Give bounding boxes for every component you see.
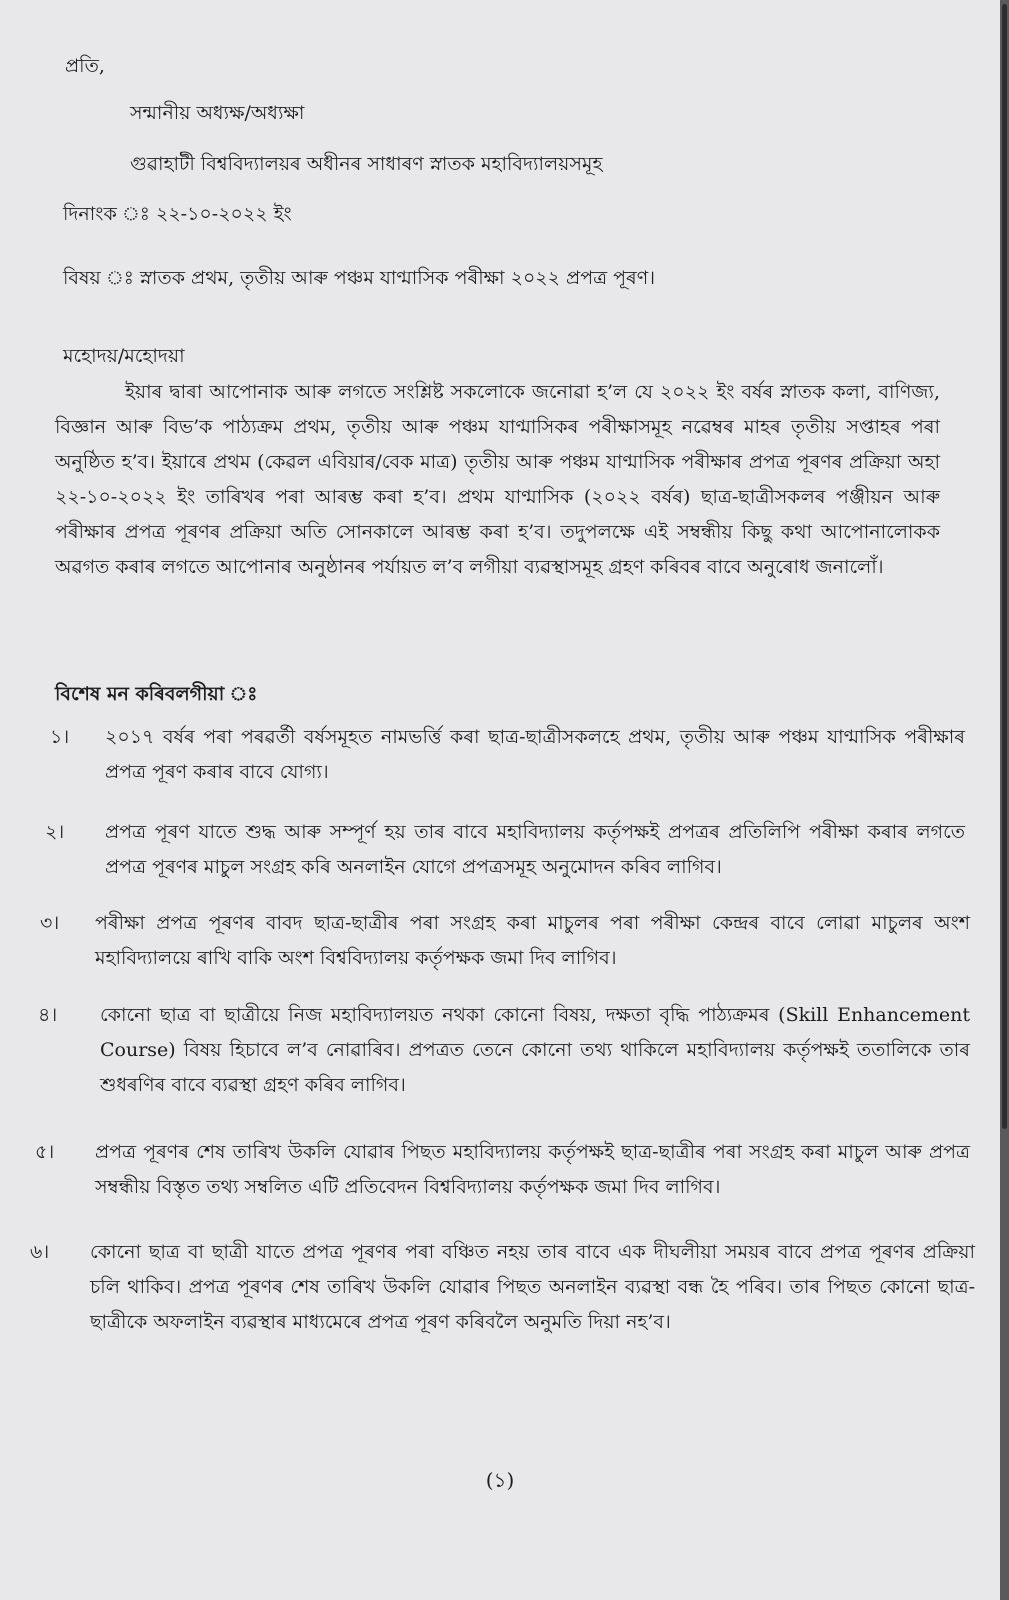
list-item xyxy=(30,906,985,981)
list-item-number: ২। xyxy=(45,821,65,843)
letter-body: ইয়াৰ দ্বাৰা আপোনাক আৰু লগতে সংশ্লিষ্ট সকলোকে জনোৱা হ’ল যে ২০২২ ইং বৰ্ষৰ স্নাতক কলা, বাণিজ্য, বিজ্ঞান আৰু বিভ’ক পাঠ্যক্ৰম প্ৰথম, তৃতীয় আৰু পঞ্চম যাণ্মাসিকৰ পৰীক্ষাসমূহ নৱেম্বৰ মাহৰ তৃতীয় সপ্তাহৰ পৰা অনুষ্ঠিত হ’ব। ইয়াৰে প্ৰথম (কেৱল এবিয়াৰ/বেক মাত্ৰ) তৃতীয় আৰু পঞ্চম যাণ্মাসিক পৰীক্ষাৰ প্ৰপত্ৰ পূৰণৰ প্ৰক্ৰিয়া অহা ২২-১০-২০২২ ইং তাৰিখৰ পৰা আৰম্ভ কৰা হ’ব। প্ৰথম যাণ্মাসিক (২০২২ বৰ্ষৰ) ছাত্ৰ-ছাত্ৰীসকলৰ পঞ্জীয়ন আৰু পৰীক্ষাৰ প্ৰপত্ৰ পূৰণৰ প্ৰক্ৰিয়া অতি সোনকালে আৰম্ভ কৰা হ’ব। তদুপলক্ষে এই সম্বন্ধীয় কিছু কথা আপোনালোকক অৱগত কৰাৰ লগতে আপোনাৰ অনুষ্ঠানৰ পৰ্যায়ত ল’ব লগীয়া ব্যৱস্থাসমূহ গ্ৰহণ কৰিবৰ বাবে অনুৰোধ জনালোঁ। xyxy=(55,381,940,578)
list-item-number: ১। xyxy=(50,726,70,748)
list-item xyxy=(30,998,985,1108)
recipient-organization: গুৱাহাটী বিশ্ববিদ্যালয়ৰ অধীনৰ সাধাৰণ স্নাতক মহাবিদ্যালয়সমূহ xyxy=(130,153,603,175)
page-number: (১) xyxy=(485,1468,515,1492)
list-item xyxy=(30,1135,985,1210)
list-item-text: কোনো ছাত্ৰ বা ছাত্ৰীয়ে নিজ মহাবিদ্যালয়ত নথকা কোনো বিষয়, দক্ষতা বৃদ্ধি পাঠ্যক্ৰমৰ (Skill Enhancement Course) বিষয় হিচাবে ল’ব নোৱাৰিব। প্ৰপত্ৰত তেনে কোনো তথ্য থাকিলে মহাবিদ্যালয় কৰ্তৃপক্ষই ততালিকে তাৰ শুধৰণিৰ বাবে ব্যৱস্থা গ্ৰহণ কৰিব লাগিব। xyxy=(100,1004,970,1096)
recipient-prefix: প্ৰতি, xyxy=(65,55,105,77)
letter-subject: বিষয় ঃ স্নাতক প্ৰথম, তৃতীয় আৰু পঞ্চম যাণ্মাসিক পৰীক্ষা ২০২২ প্ৰপত্ৰ পূৰণ। xyxy=(63,267,656,289)
list-item-text: প্ৰপত্ৰ পূৰণৰ শেষ তাৰিখ উকলি যোৱাৰ পিছত মহাবিদ্যালয় কৰ্তৃপক্ষই ছাত্ৰ-ছাত্ৰীৰ পৰা সংগ্ৰহ কৰা মাচুল আৰু প্ৰপত্ৰ সম্বন্ধীয় বিস্তৃত তথ্য সম্বলিত এটি প্ৰতিবেদন বিশ্ববিদ্যালয় কৰ্তৃপক্ষক জমা দিব লাগিব। xyxy=(95,1141,970,1198)
list-item-text: ২০১৭ বৰ্ষৰ পৰা পৰৱৰ্তী বৰ্ষসমূহত নামভৰ্ত্তি কৰা ছাত্ৰ-ছাত্ৰীসকলহে প্ৰথম, তৃতীয় আৰু পঞ্চম যাণ্মাসিক পৰীক্ষাৰ প্ৰপত্ৰ পূৰণ কৰাৰ বাবে যোগ্য। xyxy=(105,726,965,783)
list-item xyxy=(30,720,985,795)
list-item-number: ৫। xyxy=(35,1141,55,1163)
recipient-title: সন্মানীয় অধ্যক্ষ/অধ্যক্ষা xyxy=(130,102,305,124)
list-item-text: কোনো ছাত্ৰ বা ছাত্ৰী যাতে প্ৰপত্ৰ পূৰণৰ পৰা বঞ্চিত নহয় তাৰ বাবে এক দীঘলীয়া সময়ৰ বাবে প্ৰপত্ৰ পূৰণৰ প্ৰক্ৰিয়া চলি থাকিব। প্ৰপত্ৰ পূৰণৰ শেষ তাৰিখ উকলি যোৱাৰ পিছত অনলাইন ব্যৱস্থা বন্ধ হৈ পৰিব। তাৰ পিছত কোনো ছাত্ৰ-ছাত্ৰীকে অফলাইন ব্যৱস্থাৰ মাধ্যমেৰে প্ৰপত্ৰ পূৰণ কৰিবলৈ অনুমতি দিয়া নহ’ব। xyxy=(90,1241,975,1333)
list-item xyxy=(30,815,985,890)
list-item-text: পৰীক্ষা প্ৰপত্ৰ পূৰণৰ বাবদ ছাত্ৰ-ছাত্ৰীৰ পৰা সংগ্ৰহ কৰা মাচুলৰ পৰা পৰীক্ষা কেন্দ্ৰৰ বাবে লোৱা মাচুলৰ অংশ মহাবিদ্যালয়ে ৰাখি বাকি অংশ বিশ্ববিদ্যালয় কৰ্তৃপক্ষক জমা দিব লাগিব। xyxy=(95,912,970,969)
list-item-number: ৩। xyxy=(40,912,60,934)
list-item xyxy=(30,1235,985,1385)
notes-heading: বিশেষ মন কৰিবলগীয়া ঃ xyxy=(55,683,258,705)
vertical-scrollbar[interactable] xyxy=(1000,0,1009,1600)
letter-date: দিনাংক ঃ ২২-১০-২০২২ ইং xyxy=(63,203,292,225)
list-item-number: ৬। xyxy=(30,1241,50,1263)
salutation: মহোদয়/মহোদয়া xyxy=(63,345,185,367)
list-item-text: প্ৰপত্ৰ পূৰণ যাতে শুদ্ধ আৰু সম্পূৰ্ণ হয় তাৰ বাবে মহাবিদ্যালয় কৰ্তৃপক্ষই প্ৰপত্ৰৰ প্ৰতিলিপি পৰীক্ষা কৰাৰ লগতে প্ৰপত্ৰ পূৰণৰ মাচুল সংগ্ৰহ কৰি অনলাইন যোগে প্ৰপত্ৰসমূহ অনুমোদন কৰিব লাগিব। xyxy=(105,821,965,878)
list-item-number: ৪। xyxy=(38,1004,58,1026)
scrollbar-thumb[interactable] xyxy=(1002,4,1007,1129)
